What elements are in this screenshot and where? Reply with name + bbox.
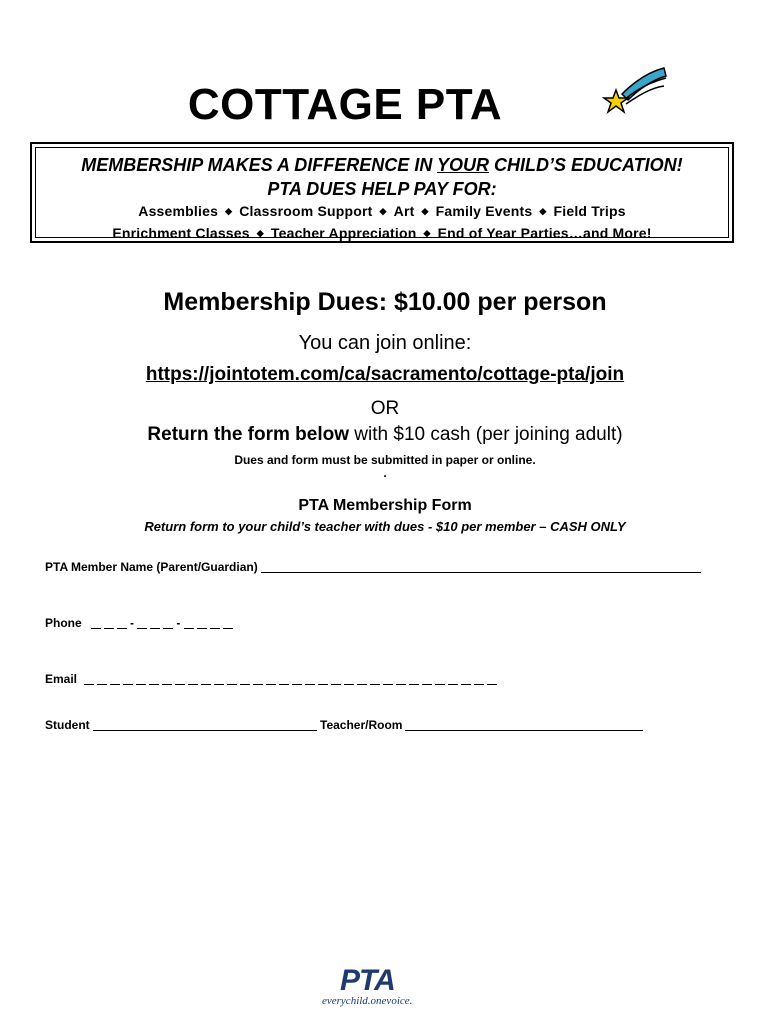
join-link[interactable]: https://jointotem.com/ca/sacramento/cottage-pta/join	[145, 364, 625, 385]
pta-logo-mark: PTA	[340, 964, 395, 997]
dues-heading: Membership Dues: $10.00 per person	[163, 288, 607, 316]
or-text: OR	[370, 398, 400, 419]
banner-subheadline: PTA DUES HELP PAY FOR:	[267, 179, 497, 199]
bullet-icon: ◆	[423, 228, 431, 238]
pta-logo	[320, 964, 430, 1010]
page-title: COTTAGE PTA	[187, 80, 503, 129]
student-teacher-field[interactable]	[45, 718, 643, 732]
bullet-icon: ◆	[225, 206, 233, 216]
shooting-star-icon	[600, 64, 670, 120]
teacher-room-line[interactable]	[405, 720, 643, 731]
membership-banner	[30, 142, 734, 243]
join-online-text: You can join online:	[298, 332, 472, 354]
phone-field[interactable]: Phone - -	[45, 616, 236, 630]
student-line[interactable]	[93, 720, 317, 731]
submission-note: Dues and form must be submitted in paper or online.	[234, 453, 536, 467]
pta-logo-tagline: everychild.onevoice.	[322, 995, 413, 1007]
form-subtitle: Return form to your child’s teacher with dues - $10 per member – CASH ONLY	[144, 519, 626, 534]
bullet-icon: ◆	[379, 206, 387, 216]
benefits-row-2: Enrichment Classes ◆ Teacher Appreciation ◆ End of Year Parties…and More!	[112, 225, 652, 241]
period-mark: .	[383, 466, 387, 480]
return-form-text: Return the form below with $10 cash (per joining adult)	[147, 424, 623, 445]
student-label: Student	[45, 718, 90, 732]
bullet-icon: ◆	[539, 206, 547, 216]
member-name-label: PTA Member Name (Parent/Guardian)	[45, 560, 258, 574]
email-field[interactable]	[45, 672, 500, 686]
benefits-row-1: Assemblies ◆ Classroom Support ◆ Art ◆ Family Events ◆ Field Trips	[138, 203, 626, 219]
phone-label: Phone	[45, 616, 82, 630]
email-label: Email	[45, 672, 78, 686]
form-title: PTA Membership Form	[298, 497, 472, 514]
teacher-room-label: Teacher/Room	[320, 718, 403, 732]
bullet-icon: ◆	[421, 206, 429, 216]
member-name-field[interactable]	[45, 560, 701, 574]
banner-headline: MEMBERSHIP MAKES A DIFFERENCE IN YOUR CHILD’S EDUCATION!	[81, 155, 683, 175]
bullet-icon: ◆	[256, 228, 264, 238]
member-name-line[interactable]	[261, 562, 701, 573]
